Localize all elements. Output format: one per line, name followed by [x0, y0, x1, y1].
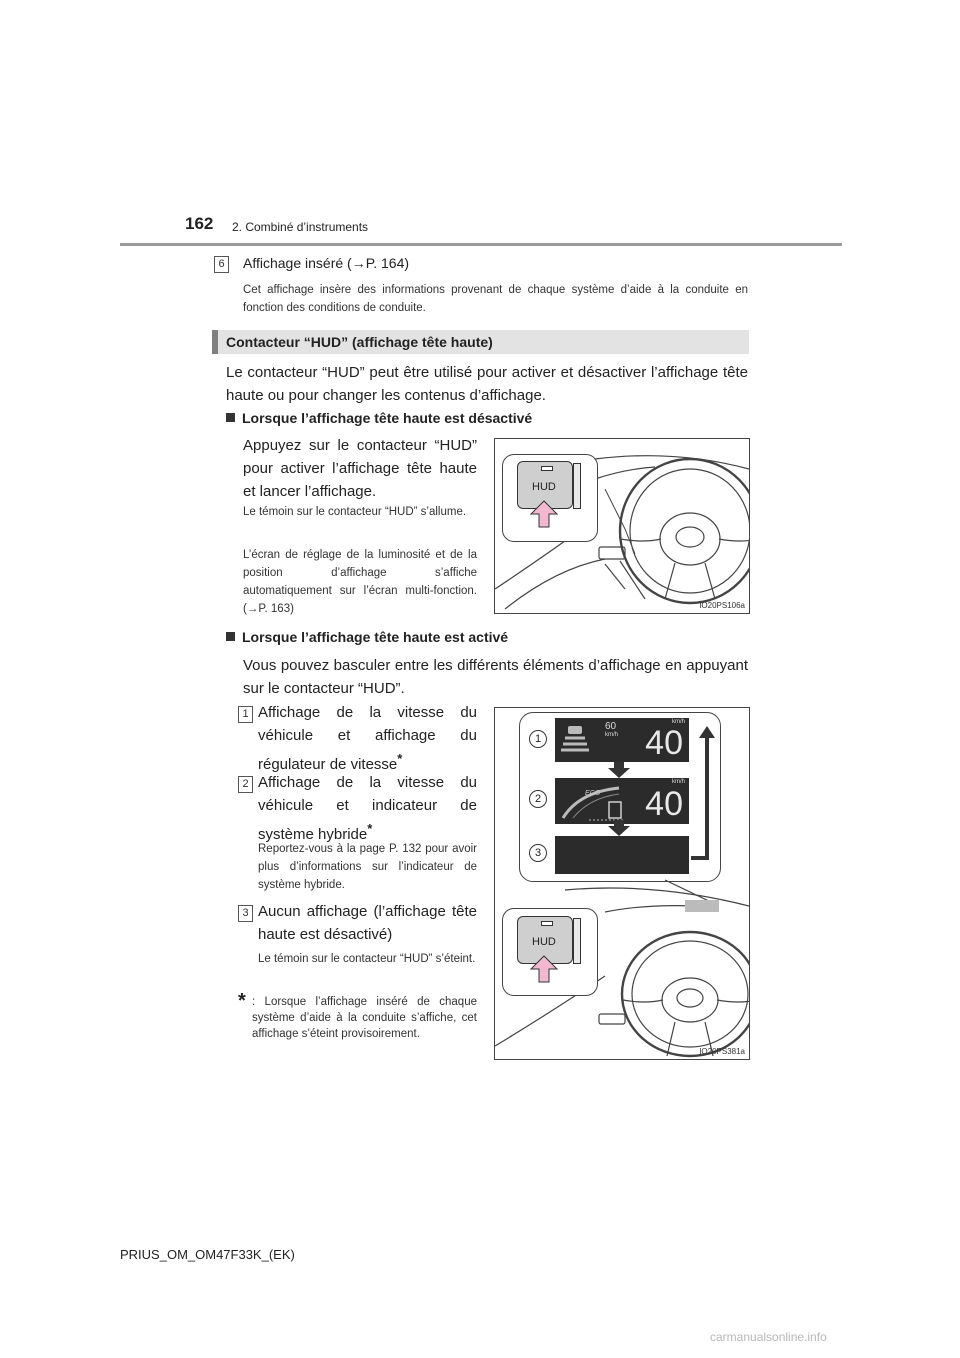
- switch-side-panel-2: [573, 918, 581, 964]
- subheading-activated: Lorsque l’affichage tête haute est activé: [226, 629, 508, 645]
- list-item-2-number: 2: [238, 774, 253, 793]
- list-item-1-number: 1: [238, 704, 253, 723]
- press-arrow-icon: [529, 499, 559, 529]
- footnote-text: : Lorsque l’affichage inséré de chaque système d’aide à la conduite s’affiche, cet affichage s’éteint provisoirement.: [252, 996, 477, 1040]
- speed-unit-1: km/h: [671, 719, 685, 725]
- indicator-light-icon: [541, 466, 553, 471]
- bullet-square-icon: [226, 413, 235, 422]
- chapter-title: 2. Combiné d’instruments: [232, 220, 369, 234]
- figure-2-caption: IO20PS381a: [699, 1047, 745, 1056]
- eco-label: ECO: [585, 790, 601, 797]
- set-speed-value: 60: [605, 721, 617, 732]
- footnote-star: *: [238, 990, 246, 1012]
- sub2-text: Vous pouvez basculer entre les différents éléments d’affichage en appuyant sur le contacteur “HUD”.: [243, 657, 748, 697]
- list-item-2-note: Reportez-vous à la page P. 132 pour avoir plus d’informations sur l’indicateur de système hybride.: [258, 843, 477, 891]
- list-item-3-text: Aucun affichage (l’affichage tête haute est désactivé): [258, 903, 477, 943]
- speed-value-1: 40: [645, 724, 683, 762]
- sub1-text: Appuyez sur le contacteur “HUD” pour activer l’affichage tête haute et lancer l’affichage.: [243, 437, 477, 500]
- watermark: carmanualsonline.info: [710, 1330, 827, 1344]
- subheading-deactivated: Lorsque l’affichage tête haute est désactivé: [226, 410, 532, 426]
- document-id: PRIUS_OM_OM47F33K_(EK): [120, 1247, 295, 1262]
- hud-switch-label-2: HUD: [532, 936, 556, 948]
- hud-callout-bubble: [519, 712, 721, 882]
- figure-1-caption: IO20PS106a: [699, 601, 745, 610]
- circled-label-3: 3: [529, 844, 547, 862]
- item-6-number: 6: [214, 254, 229, 273]
- set-speed-unit: km/h: [605, 732, 619, 738]
- item-6-description: Cet affichage insère des informations provenant de chaque système d’aide à la conduite en fonction des conditions de conduite.: [243, 284, 748, 314]
- header-divider: [120, 243, 842, 246]
- sub1-note-1: Le témoin sur le contacteur “HUD” s’allume.: [243, 506, 467, 518]
- figure-hud-display-modes: [494, 707, 750, 1060]
- switch-side-panel: [573, 463, 581, 509]
- sub1-note-2: L’écran de réglage de la luminosité et de la position d’affichage s’affiche automatiquement sur l’écran multi-fonction. (→P. 163): [243, 549, 477, 615]
- list-item-3-number: 3: [238, 903, 253, 922]
- item-6-title: Affichage inséré (→P. 164): [243, 255, 410, 271]
- circled-label-1: 1: [529, 730, 547, 748]
- hud-switch-label: HUD: [532, 481, 556, 493]
- section-header: Contacteur “HUD” (affichage tête haute): [212, 330, 749, 354]
- press-arrow-icon: [529, 954, 559, 984]
- speed-value-2: 40: [645, 785, 683, 823]
- section-intro: Le contacteur “HUD” peut être utilisé pour activer et désactiver l’affichage tête haute ou pour changer les contenus d’affichage.: [226, 364, 748, 404]
- bullet-square-icon: [226, 632, 235, 641]
- list-item-1-text: Affichage de la vitesse du véhicule et affichage du régulateur de vitesse*: [258, 704, 477, 773]
- circled-label-2: 2: [529, 790, 547, 808]
- indicator-light-icon: [541, 921, 553, 926]
- speed-unit-2: km/h: [671, 779, 685, 785]
- page-number: 162: [185, 214, 214, 233]
- figure-hud-switch-off: [494, 438, 750, 614]
- list-item-2-text: Affichage de la vitesse du véhicule et indicateur de système hybride*: [258, 774, 477, 843]
- list-item-3-note: Le témoin sur le contacteur “HUD” s’éteint.: [258, 953, 476, 965]
